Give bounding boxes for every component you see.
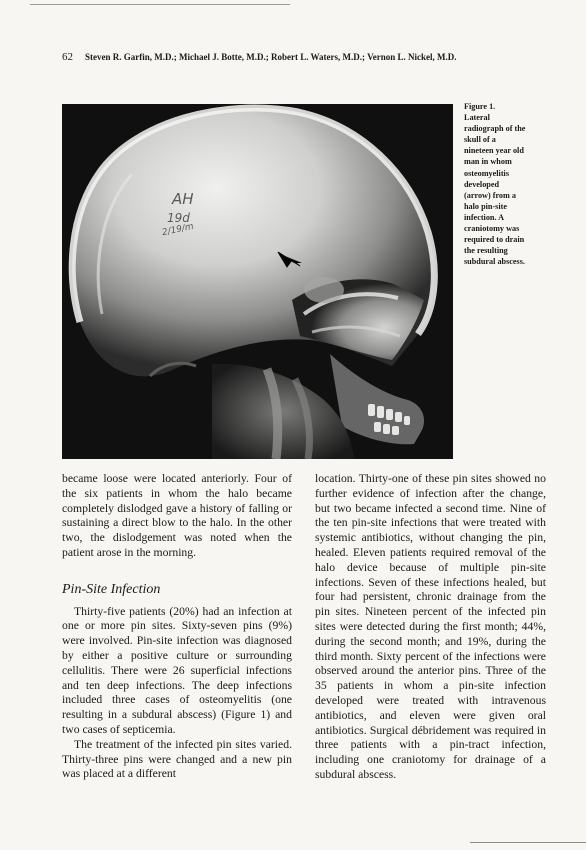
paragraph: location. Thirty-one of these pin sites showed no further evidence of infection after the change, but two became infected a second time. Nine of the ten pin-site infections that were treated with systemic antibiotics, without changing the pin, healed. Eleven patients required removal of the halo device because of multiple pin-site infections. Seven of these infections healed, but four had persistent, chronic drainage from the pin sites. Nineteen percent of the infected pin sites were detected during the first month; 44%, during the second month; and 19%, during the third month. Sixty percent of the infections were observed around the anterior pins. Three of the 35 patients in whom a pin-site infection developed were treated with intravenous antibiotics, and eleven were given oral antibiotics. Surgical débridement was required in three patients with a pin-tract infection, including one craniotomy for drainage of a subdural abscess. xyxy=(315,472,546,781)
xray-label-date: 2/19/m xyxy=(161,221,195,239)
xray-label-initials: AH xyxy=(172,190,194,208)
author-line: Steven R. Garfin, M.D.; Michael J. Botte, M.D.; Robert L. Waters, M.D.; Vernon L. Nickel, M.D. xyxy=(85,52,457,62)
paragraph: The treatment of the infected pin sites varied. Thirty-three pins were changed and a new pin was placed at a different xyxy=(62,737,292,781)
page-number: 62 xyxy=(62,51,73,63)
xray-label-code: 19d xyxy=(167,211,190,225)
paragraph: became loose were located anteriorly. Four of the six patients in whom the halo became completely dislodged gave a history of falling or sustaining a direct blow to the halo. In the other two, the dislodgement was noted when the patient arose in the morning. xyxy=(62,472,292,559)
skull-radiograph-image xyxy=(62,104,453,459)
left-column xyxy=(62,472,292,782)
section-heading: Pin-Site Infection xyxy=(62,581,161,597)
running-header xyxy=(62,51,532,63)
top-rule xyxy=(30,4,290,5)
figure-caption: Figure 1. Lateral radiograph of the skull of a nineteen year old man in whom osteomyelitis developed (arrow) from a halo pin-site infection. A craniotomy was required to drain the resulting subdural abscess. xyxy=(464,102,526,267)
skull-radiograph-figure xyxy=(62,104,453,459)
right-column xyxy=(315,472,546,783)
bottom-rule xyxy=(470,842,586,843)
paragraph: Thirty-five patients (20%) had an infection at one or more pin sites. Sixty-seven pins (9%) were involved. Pin-site infection was diagnosed by either a positive culture or surrounding cellulitis. There were 26 superficial infections and ten deep infections. The deep infections included three cases of osteomyelitis (one resulting in a subdural abscess) (Figure 1) and two cases of septicemia. xyxy=(62,604,292,736)
